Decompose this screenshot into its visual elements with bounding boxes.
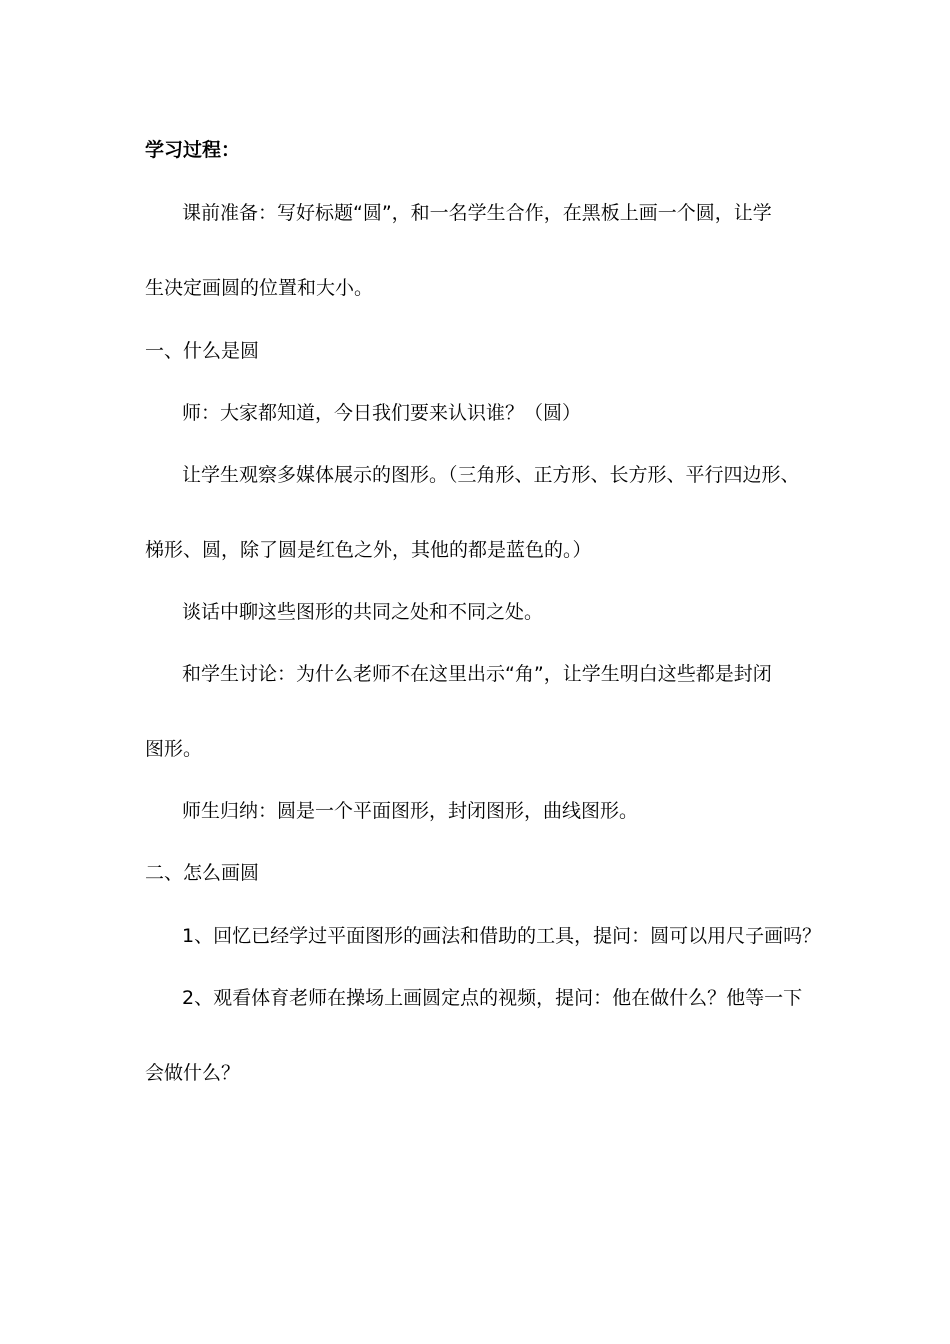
paragraph-line: 梯形、圆，除了圆是红色之外，其他的都是蓝色的。） — [145, 539, 592, 561]
section-heading: 学习过程： — [145, 139, 241, 161]
paragraph-line: 让学生观察多媒体展示的图形。（三角形、正方形、长方形、平行四边形、 — [182, 464, 800, 486]
paragraph-line: 课前准备：写好标题“圆”，和一名学生合作，在黑板上画一个圆，让学 — [182, 202, 772, 224]
paragraph-line: 谈话中聊这些图形的共同之处和不同之处。 — [182, 601, 544, 623]
section-title: 一、什么是圆 — [145, 340, 260, 362]
paragraph-line: 会做什么？ — [145, 1062, 241, 1084]
paragraph-line: 1、回忆已经学过平面图形的画法和借助的工具，提问：圆可以用尺子画吗？ — [182, 925, 822, 947]
paragraph-line: 图形。 — [145, 738, 203, 760]
paragraph-line: 师：大家都知道，今日我们要来认识谁？（圆） — [182, 402, 582, 424]
paragraph-line: 2、观看体育老师在操场上画圆定点的视频，提问：他在做什么？他等一下 — [182, 987, 803, 1009]
section-title: 二、怎么画圆 — [145, 862, 260, 884]
paragraph-line: 师生归纳：圆是一个平面图形，封闭图形，曲线图形。 — [182, 800, 639, 822]
paragraph-line: 和学生讨论：为什么老师不在这里出示“角”，让学生明白这些都是封闭 — [182, 663, 772, 685]
paragraph-line: 生决定画圆的位置和大小。 — [145, 277, 374, 299]
